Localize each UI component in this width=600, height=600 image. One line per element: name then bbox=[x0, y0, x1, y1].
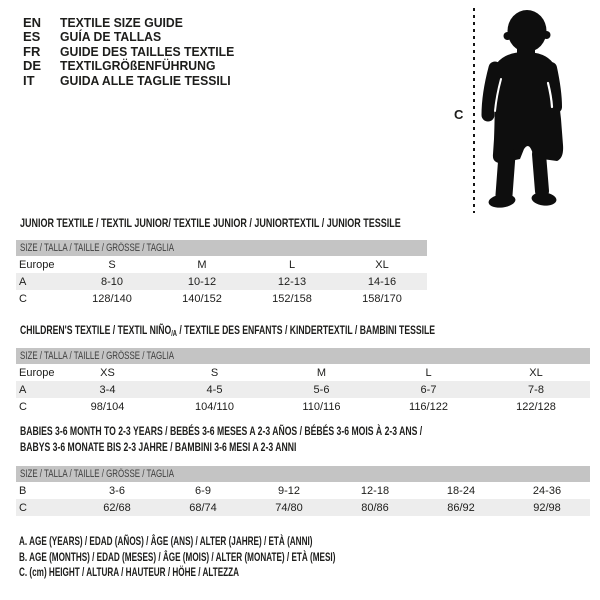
list-item bbox=[23, 74, 245, 88]
junior-size-table bbox=[16, 256, 427, 307]
babies-title-line-2: BABYS 3-6 MONATE BIS 2-3 JAHRE / BAMBINI 3-6 MESI A 2-3 ANNI bbox=[20, 440, 297, 454]
size-cell: S bbox=[210, 366, 219, 379]
list-item bbox=[23, 30, 245, 44]
size-cell: XL bbox=[529, 366, 543, 379]
children-size-header-bar bbox=[16, 348, 590, 364]
babies-title-line-1: BABIES 3-6 MONTH TO 2-3 YEARS / BEBÉS 3-6 MESES A 2-3 AÑOS / BÉBÉS 3-6 MOIS À 2-3 ANS / bbox=[20, 424, 423, 438]
height-cell: 116/122 bbox=[409, 400, 448, 413]
guide-title: TEXTILE SIZE GUIDE bbox=[60, 15, 183, 30]
babies-table-title bbox=[20, 423, 579, 455]
children-table-title: CHILDREN'S TEXTILE / TEXTIL NIÑO/A / TEXTILE DES ENFANTS / KINDERTEXTIL / BAMBINI TESSILE bbox=[20, 323, 436, 338]
row-label: A bbox=[19, 383, 27, 396]
size-cell: M bbox=[197, 258, 207, 271]
age-cell: 14-16 bbox=[367, 275, 397, 288]
age-cell: 24-36 bbox=[532, 484, 562, 497]
language-code: ES bbox=[23, 29, 41, 45]
language-code: EN bbox=[23, 15, 42, 30]
height-cell: 62/68 bbox=[103, 501, 131, 514]
list-item bbox=[23, 16, 245, 30]
height-cell: 98/104 bbox=[90, 400, 125, 413]
guide-title: GUÍA DE TALLAS bbox=[60, 29, 162, 45]
age-cell: 12-13 bbox=[277, 275, 307, 288]
row-label: B bbox=[19, 484, 27, 497]
age-cell: 3-6 bbox=[109, 484, 125, 497]
footnote-c: C. (cm) HEIGHT / ALTURA / HAUTEUR / HÖHE / ALTEZZA bbox=[19, 565, 240, 579]
table-row bbox=[16, 381, 590, 398]
language-code: IT bbox=[23, 72, 35, 88]
row-label: C bbox=[19, 400, 27, 413]
height-cell: 110/116 bbox=[302, 400, 341, 413]
age-cell: 12-18 bbox=[360, 484, 390, 497]
list-item bbox=[23, 59, 245, 73]
age-cell: 3-4 bbox=[99, 383, 116, 396]
height-cell: 68/74 bbox=[189, 501, 217, 514]
row-label: C bbox=[19, 292, 27, 305]
size-cell: M bbox=[316, 366, 327, 379]
footnote-a: A. AGE (YEARS) / EDAD (AÑOS) / ÂGE (ANS) / ALTER (JAHRE) / ETÀ (ANNI) bbox=[19, 534, 313, 548]
age-cell: 10-12 bbox=[187, 275, 217, 288]
height-cell: 140/152 bbox=[182, 292, 222, 305]
list-item bbox=[23, 45, 245, 59]
height-cell: 92/98 bbox=[533, 501, 561, 514]
language-code: DE bbox=[23, 58, 42, 74]
table-row bbox=[16, 273, 427, 290]
row-label: Europe bbox=[19, 366, 54, 379]
subscript-text: /A bbox=[171, 329, 177, 338]
guide-title: GUIDE DES TAILLES TEXTILE bbox=[60, 43, 235, 59]
height-cell: 128/140 bbox=[92, 292, 132, 305]
babies-size-header-bar bbox=[16, 466, 590, 482]
guide-title: GUIDA ALLE TAGLIE TESSILI bbox=[60, 72, 231, 88]
age-cell: 9-12 bbox=[277, 484, 301, 497]
babies-size-table bbox=[16, 482, 590, 516]
age-cell: 6-7 bbox=[420, 383, 437, 396]
table-row bbox=[16, 290, 427, 307]
size-header-text: SIZE / TALLA / TAILLE / GRÖSSE / TAGLIA bbox=[20, 350, 175, 362]
row-label: A bbox=[19, 275, 27, 288]
table-row bbox=[16, 256, 427, 273]
height-measure-dotted-line bbox=[473, 8, 475, 213]
size-cell: L bbox=[288, 258, 296, 271]
junior-size-header-bar bbox=[16, 240, 427, 256]
row-label: Europe bbox=[19, 258, 55, 271]
height-cell: 80/86 bbox=[361, 501, 389, 514]
size-header-text: SIZE / TALLA / TAILLE / GRÖSSE / TAGLIA bbox=[20, 242, 175, 254]
age-cell: 6-9 bbox=[195, 484, 211, 497]
table-row bbox=[16, 482, 590, 499]
size-header-text: SIZE / TALLA / TAILLE / GRÖSSE / TAGLIA bbox=[20, 468, 175, 480]
age-cell: 8-10 bbox=[100, 275, 124, 288]
height-cell: 158/170 bbox=[362, 292, 402, 305]
table-row bbox=[16, 499, 590, 516]
size-cell: XS bbox=[100, 366, 115, 379]
height-cell: 104/110 bbox=[195, 400, 234, 413]
baby-silhouette-icon bbox=[478, 5, 568, 215]
table-row bbox=[16, 398, 590, 415]
age-cell: 18-24 bbox=[446, 484, 476, 497]
size-cell: S bbox=[108, 258, 116, 271]
language-title-list bbox=[23, 16, 245, 88]
age-cell: 4-5 bbox=[206, 383, 223, 396]
legend-footnotes bbox=[19, 534, 484, 581]
children-size-table bbox=[16, 364, 590, 415]
size-cell: L bbox=[425, 366, 432, 379]
table-row bbox=[16, 364, 590, 381]
height-measure-label: C bbox=[454, 107, 464, 122]
height-cell: 122/128 bbox=[516, 400, 556, 413]
height-cell: 86/92 bbox=[447, 501, 475, 514]
size-cell: XL bbox=[375, 258, 389, 271]
height-cell: 74/80 bbox=[275, 501, 303, 514]
footnote-b: B. AGE (MONTHS) / EDAD (MESES) / ÂGE (MOIS) / ALTER (MONATE) / ETÀ (MESI) bbox=[19, 549, 336, 564]
language-code: FR bbox=[23, 43, 41, 59]
age-cell: 5-6 bbox=[313, 383, 330, 396]
row-label: C bbox=[19, 501, 27, 514]
guide-title: TEXTILGRÖßENFÜHRUNG bbox=[60, 58, 216, 74]
height-cell: 152/158 bbox=[272, 292, 312, 305]
junior-table-title: JUNIOR TEXTILE / TEXTIL JUNIOR/ TEXTILE JUNIOR / JUNIORTEXTIL / JUNIOR TESSILE bbox=[20, 216, 401, 230]
age-cell: 7-8 bbox=[528, 383, 544, 396]
